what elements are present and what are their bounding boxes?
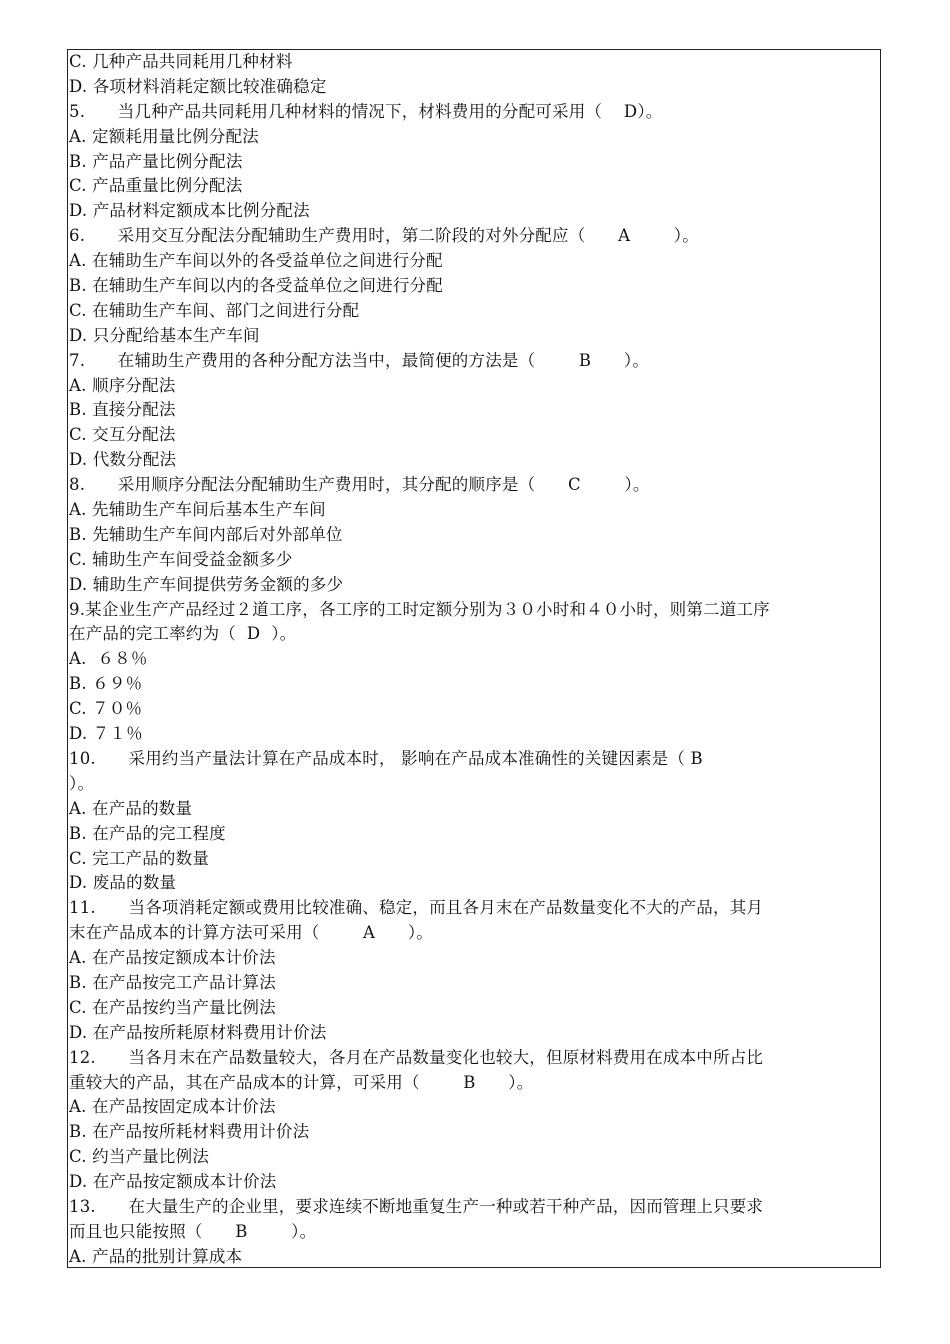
text-line: A. 在产品按定额成本计价法 [69, 948, 276, 968]
text-line: ）。 [69, 773, 95, 793]
text-line: 在产品的完工率约为（ D ）。 [69, 624, 297, 644]
text-line: 重较大的产品，其在产品成本的计算，可采用（ B ）。 [69, 1072, 534, 1092]
text-line: C. ７０％ [69, 699, 143, 719]
text-line: B. 在辅助生产车间以内的各受益单位之间进行分配 [69, 276, 443, 296]
text-line: 7. 在辅助生产费用的各种分配方法当中，最简便的方法是（ B ）。 [69, 350, 650, 370]
text-line: A. 定额耗用量比例分配法 [69, 126, 260, 146]
text-line: 9.某企业生产产品经过２道工序，各工序的工时定额分别为３０小时和４０小时，则第二道工序 [69, 599, 770, 619]
text-line: D. 废品的数量 [69, 873, 177, 893]
text-line: A. 顺序分配法 [69, 375, 176, 395]
text-line: C. 辅助生产车间受益金额多少 [69, 549, 293, 569]
text-line: D. 只分配给基本生产车间 [69, 325, 260, 345]
text-line: D. 在产品按定额成本计价法 [69, 1172, 277, 1192]
text-line: C. 产品重量比例分配法 [69, 176, 243, 196]
text-line: D. 在产品按所耗原材料费用计价法 [69, 1022, 327, 1042]
text-line: 10. 采用约当产量法计算在产品成本时， 影响在产品成本准确性的关键因素是（ B [69, 748, 703, 768]
document-body [69, 50, 877, 1270]
text-line: 12. 当各月末在产品数量较大，各月在产品数量变化也较大，但原材料费用在成本中所占比 [69, 1047, 764, 1067]
text-line: A. 先辅助生产车间后基本生产车间 [69, 500, 326, 520]
text-line: C. 交互分配法 [69, 425, 176, 445]
text-line: D. 代数分配法 [69, 450, 177, 470]
text-line: C. 在产品按约当产量比例法 [69, 997, 276, 1017]
text-line: C. 完工产品的数量 [69, 848, 210, 868]
text-line: D. ７１％ [69, 724, 143, 744]
text-line: D. 辅助生产车间提供劳务金额的多少 [69, 574, 344, 594]
text-line: 末在产品成本的计算方法可采用（ A ）。 [69, 923, 433, 943]
text-line: B. ６９％ [69, 674, 143, 694]
text-line: B. 直接分配法 [69, 400, 176, 420]
text-line: B. 在产品的完工程度 [69, 823, 226, 843]
text-line: 5. 当几种产品共同耗用几种材料的情况下，材料费用的分配可采用（ D）。 [69, 101, 663, 121]
text-line: 8. 采用顺序分配法分配辅助生产费用时，其分配的顺序是（ C ）。 [69, 475, 650, 495]
text-line: C. 几种产品共同耗用几种材料 [69, 52, 293, 71]
text-line: D. 产品材料定额成本比例分配法 [69, 201, 310, 221]
text-line: A. 在产品按固定成本计价法 [69, 1097, 276, 1117]
text-line: 6. 采用交互分配法分配辅助生产费用时，第二阶段的对外分配应（ A ）。 [69, 226, 699, 246]
text-line: A. 在产品的数量 [69, 798, 193, 818]
text-line: B. 产品产量比例分配法 [69, 151, 243, 171]
text-line: 13. 在大量生产的企业里，要求连续不断地重复生产一种或若干种产品，因而管理上只要求 [69, 1196, 764, 1216]
text-line: 11. 当各项消耗定额或费用比较准确、稳定，而且各月末在产品数量变化不大的产品，其月 [69, 898, 764, 918]
text-line: A. ６８％ [69, 649, 148, 669]
text-line: D. 各项材料消耗定额比较准确稳定 [69, 76, 327, 96]
text-line: A. 在辅助生产车间以外的各受益单位之间进行分配 [69, 251, 443, 271]
text-line: B. 先辅助生产车间内部后对外部单位 [69, 524, 343, 544]
text-line: B. 在产品按所耗材料费用计价法 [69, 1122, 310, 1142]
text-line: C. 约当产量比例法 [69, 1147, 210, 1167]
text-line: A. 产品的批别计算成本 [69, 1246, 243, 1266]
text-line: B. 在产品按完工产品计算法 [69, 972, 276, 992]
text-line: C. 在辅助生产车间、部门之间进行分配 [69, 300, 360, 320]
text-line: 而且也只能按照（ B ）。 [69, 1221, 317, 1241]
